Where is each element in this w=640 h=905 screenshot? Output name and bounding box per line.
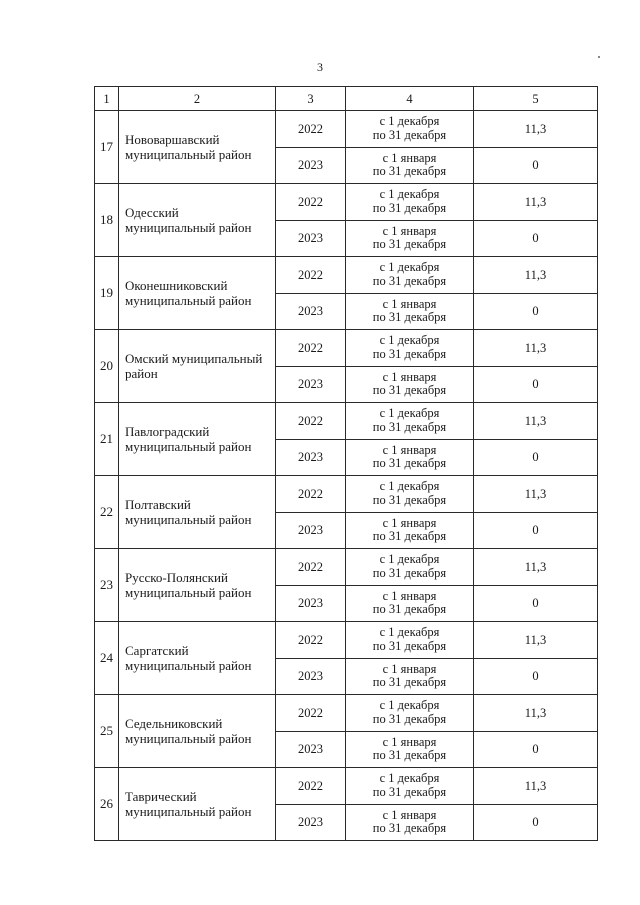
period-cell	[346, 111, 474, 148]
period-cell	[346, 585, 474, 622]
period-start: с 1 января	[382, 588, 437, 603]
value-cell: 0	[474, 804, 598, 841]
value-cell: 11,3	[474, 111, 598, 148]
period-end: по 31 декабря	[372, 310, 447, 325]
value-cell: 11,3	[474, 184, 598, 221]
year-cell: 2022	[276, 768, 346, 805]
year-cell: 2023	[276, 512, 346, 549]
period-end: по 31 декабря	[372, 529, 447, 544]
period-cell	[346, 658, 474, 695]
period-start: с 1 декабря	[379, 698, 440, 713]
column-header-1: 1	[95, 87, 119, 111]
row-number: 23	[95, 549, 119, 622]
period-end: по 31 декабря	[372, 821, 447, 836]
table-row	[95, 476, 598, 513]
period-end: по 31 декабря	[372, 711, 447, 726]
period-start: с 1 декабря	[379, 771, 440, 786]
period-cell	[346, 330, 474, 367]
period-start: с 1 января	[382, 661, 437, 676]
period-end: по 31 декабря	[372, 383, 447, 398]
row-number: 21	[95, 403, 119, 476]
period-cell	[346, 184, 474, 221]
period-cell	[346, 622, 474, 659]
period-end: по 31 декабря	[372, 419, 447, 434]
value-cell: 0	[474, 147, 598, 184]
period-end: по 31 декабря	[372, 602, 447, 617]
period-start: с 1 января	[382, 807, 437, 822]
district-name: Седельниковский муниципальный район	[119, 695, 276, 768]
table-body	[95, 87, 598, 841]
period-end: по 31 декабря	[372, 127, 447, 142]
period-start: с 1 декабря	[379, 333, 440, 348]
table-row	[95, 111, 598, 148]
period-cell	[346, 476, 474, 513]
column-header-3: 3	[276, 87, 346, 111]
period-cell	[346, 768, 474, 805]
period-end: по 31 декабря	[372, 784, 447, 799]
year-cell: 2023	[276, 220, 346, 257]
district-name: Полтавский муниципальный район	[119, 476, 276, 549]
year-cell: 2023	[276, 147, 346, 184]
period-start: с 1 января	[382, 150, 437, 165]
table-row	[95, 549, 598, 586]
period-end: по 31 декабря	[372, 565, 447, 580]
column-header-4: 4	[346, 87, 474, 111]
value-cell: 11,3	[474, 257, 598, 294]
year-cell: 2023	[276, 366, 346, 403]
period-start: с 1 января	[382, 442, 437, 457]
district-name: Нововаршавский муниципальный район	[119, 111, 276, 184]
district-name: Русско-Полянский муниципальный район	[119, 549, 276, 622]
year-cell: 2023	[276, 293, 346, 330]
row-number: 20	[95, 330, 119, 403]
period-end: по 31 декабря	[372, 237, 447, 252]
value-cell: 0	[474, 439, 598, 476]
value-cell: 0	[474, 220, 598, 257]
value-cell: 0	[474, 731, 598, 768]
column-header-2: 2	[119, 87, 276, 111]
value-cell: 11,3	[474, 695, 598, 732]
period-start: с 1 января	[382, 369, 437, 384]
table-header-row	[95, 87, 598, 111]
period-end: по 31 декабря	[372, 456, 447, 471]
period-cell	[346, 220, 474, 257]
value-cell: 0	[474, 293, 598, 330]
period-cell	[346, 804, 474, 841]
year-cell: 2022	[276, 184, 346, 221]
district-name: Саргатский муниципальный район	[119, 622, 276, 695]
district-name: Одесский муниципальный район	[119, 184, 276, 257]
period-cell	[346, 439, 474, 476]
period-end: по 31 декабря	[372, 748, 447, 763]
value-cell: 11,3	[474, 549, 598, 586]
year-cell: 2023	[276, 731, 346, 768]
year-cell: 2022	[276, 403, 346, 440]
period-start: с 1 декабря	[379, 114, 440, 129]
scan-speck	[598, 56, 600, 58]
period-start: с 1 января	[382, 223, 437, 238]
value-cell: 11,3	[474, 622, 598, 659]
year-cell: 2022	[276, 549, 346, 586]
period-start: с 1 января	[382, 515, 437, 530]
value-cell: 0	[474, 658, 598, 695]
period-start: с 1 декабря	[379, 187, 440, 202]
table-row	[95, 184, 598, 221]
value-cell: 11,3	[474, 403, 598, 440]
period-cell	[346, 695, 474, 732]
period-cell	[346, 257, 474, 294]
year-cell: 2023	[276, 439, 346, 476]
district-name: Павлоградский муниципальный район	[119, 403, 276, 476]
table-row	[95, 695, 598, 732]
page-number: 3	[317, 60, 323, 74]
value-cell: 0	[474, 585, 598, 622]
period-end: по 31 декабря	[372, 492, 447, 507]
year-cell: 2022	[276, 330, 346, 367]
period-cell	[346, 512, 474, 549]
period-cell	[346, 293, 474, 330]
period-end: по 31 декабря	[372, 273, 447, 288]
period-start: с 1 декабря	[379, 406, 440, 421]
value-cell: 11,3	[474, 330, 598, 367]
period-end: по 31 декабря	[372, 164, 447, 179]
year-cell: 2022	[276, 111, 346, 148]
period-start: с 1 января	[382, 296, 437, 311]
row-number: 18	[95, 184, 119, 257]
period-cell	[346, 403, 474, 440]
table-row	[95, 403, 598, 440]
value-cell: 11,3	[474, 476, 598, 513]
value-cell: 0	[474, 366, 598, 403]
year-cell: 2022	[276, 622, 346, 659]
period-end: по 31 декабря	[372, 346, 447, 361]
table-row	[95, 768, 598, 805]
value-cell: 0	[474, 512, 598, 549]
row-number: 25	[95, 695, 119, 768]
year-cell: 2022	[276, 695, 346, 732]
period-cell	[346, 366, 474, 403]
year-cell: 2022	[276, 476, 346, 513]
district-name: Омский муниципальный район	[119, 330, 276, 403]
period-end: по 31 декабря	[372, 675, 447, 690]
period-start: с 1 декабря	[379, 552, 440, 567]
period-end: по 31 декабря	[372, 638, 447, 653]
period-cell	[346, 549, 474, 586]
period-start: с 1 декабря	[379, 479, 440, 494]
year-cell: 2023	[276, 658, 346, 695]
period-start: с 1 декабря	[379, 625, 440, 640]
column-header-5: 5	[474, 87, 598, 111]
district-name: Оконешниковский муниципальный район	[119, 257, 276, 330]
row-number: 19	[95, 257, 119, 330]
period-end: по 31 декабря	[372, 200, 447, 215]
row-number: 22	[95, 476, 119, 549]
value-cell: 11,3	[474, 768, 598, 805]
table-row	[95, 257, 598, 294]
table-row	[95, 622, 598, 659]
district-name: Таврический муниципальный район	[119, 768, 276, 841]
row-number: 24	[95, 622, 119, 695]
year-cell: 2023	[276, 585, 346, 622]
table-row	[95, 330, 598, 367]
row-number: 17	[95, 111, 119, 184]
period-cell	[346, 731, 474, 768]
tariff-table	[94, 86, 598, 841]
row-number: 26	[95, 768, 119, 841]
year-cell: 2022	[276, 257, 346, 294]
period-start: с 1 января	[382, 734, 437, 749]
year-cell: 2023	[276, 804, 346, 841]
period-cell	[346, 147, 474, 184]
period-start: с 1 декабря	[379, 260, 440, 275]
